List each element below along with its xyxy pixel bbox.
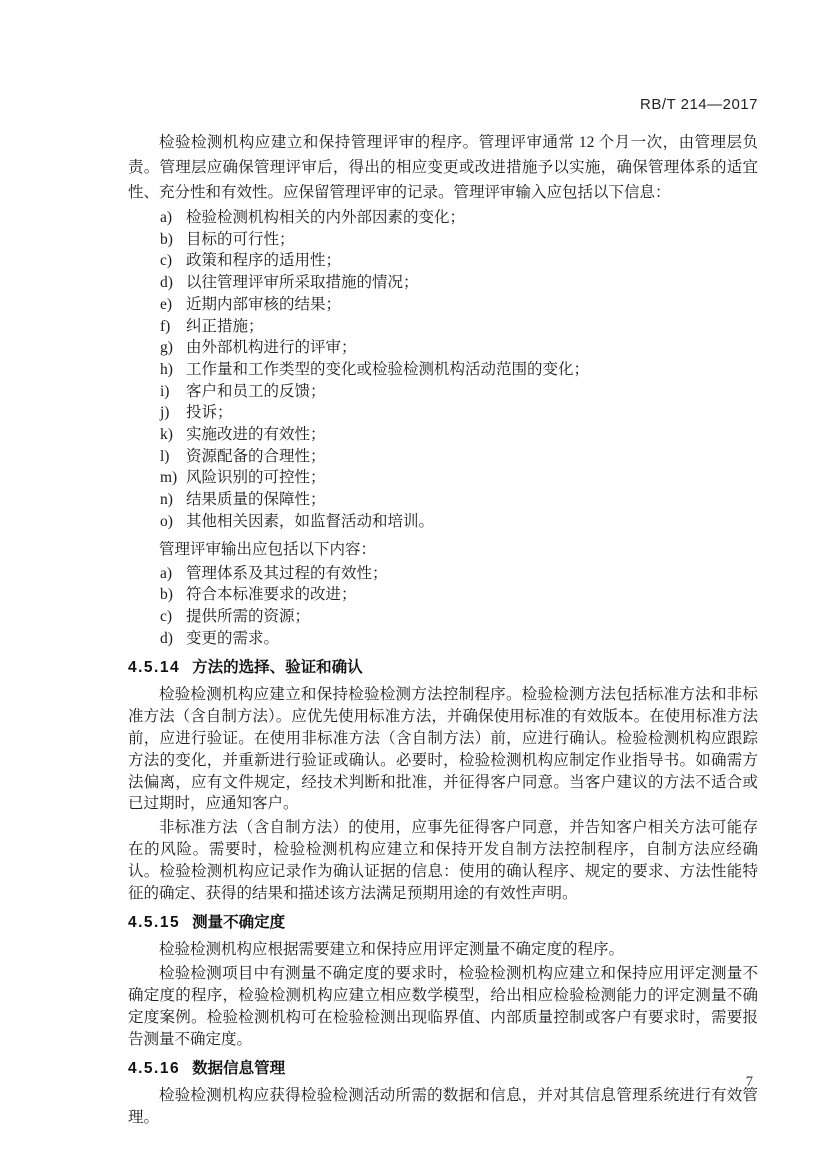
section-number: 4.5.16	[128, 1060, 181, 1078]
list-item-text: 风险识别的可控性；	[186, 469, 326, 487]
list-item-text: 目标的可行性；	[186, 230, 295, 248]
list-item-text: 实施改进的有效性；	[186, 426, 326, 444]
section-body	[128, 684, 758, 904]
review-output-list	[128, 563, 758, 650]
section-title: 方法的选择、验证和确认	[192, 659, 363, 677]
list-item	[160, 207, 758, 229]
list-item-text: 工作量和工作类型的变化或检验检测机构活动范围的变化；	[186, 360, 590, 378]
text-block	[128, 96, 758, 1131]
list-item-label: c)	[160, 252, 173, 270]
list-item	[160, 359, 758, 381]
section-paragraph: 检验检测机构应建立和保持检验检测方法控制程序。检验检测方法包括标准方法和非标准方法（含自制方法）。应优先使用标准方法，并确保使用标准的有效版本。在使用标准方法前，应进行验证。在使用非标准方法（含自制方法）前，应进行确认。检验检测机构应跟踪方法的变化，并重新进行验证或确认。必要时，检验检测机构应制定作业指导书。如确需方法偏离，应有文件规定，经技术判断和批准，并征得客户同意。当客户建议的方法不适合或已过期时，应通知客户。	[128, 686, 758, 813]
list-item-label: d)	[160, 629, 173, 647]
standard-code-header: RB/T 214—2017	[640, 96, 758, 113]
list-item-label: j)	[160, 404, 170, 422]
list-item	[160, 489, 758, 511]
list-item-text: 政策和程序的适用性；	[186, 252, 342, 270]
list-item-label: h)	[160, 360, 173, 378]
list-item	[160, 250, 758, 272]
list-item	[160, 563, 758, 585]
list-item	[160, 294, 758, 316]
list-item	[160, 229, 758, 251]
list-item-label: o)	[160, 512, 173, 530]
list-item	[160, 337, 758, 359]
list-item-text: 管理体系及其过程的有效性；	[186, 564, 388, 582]
list-item	[160, 316, 758, 338]
list-item	[160, 424, 758, 446]
section-4-5-15	[128, 912, 758, 1050]
list-item	[160, 446, 758, 468]
list-item-label: a)	[160, 209, 173, 226]
list-item-label: a)	[160, 564, 173, 582]
section-paragraph: 非标准方法（含自制方法）的使用，应事先征得客户同意，并告知客户相关方法可能存在的风险。需要时，检验检测机构应建立和保持开发自制方法控制程序，自制方法应经确认。检验检测机构应记录作为确认证据的信息：使用的确认程序、规定的要求、方法性能特征的确定、获得的结果和描述该方法满足预期用途的有效性声明。	[128, 819, 758, 902]
list-item	[160, 402, 758, 424]
section-number: 4.5.15	[128, 914, 181, 932]
list-item-label: d)	[160, 274, 173, 292]
list-item-label: b)	[160, 230, 173, 248]
list-item-text: 纠正措施；	[186, 317, 264, 335]
list-item-label: m)	[160, 469, 178, 487]
section-heading	[128, 1058, 758, 1079]
section-number: 4.5.14	[128, 659, 181, 677]
list-item-text: 其他相关因素，如监督活动和培训。	[186, 512, 435, 530]
list-item-label: e)	[160, 295, 173, 313]
list-item-label: l)	[160, 447, 170, 465]
review-input-list	[128, 207, 758, 533]
list-item	[160, 606, 758, 628]
section-paragraph: 检验检测项目中有测量不确定度的要求时，检验检测机构应建立和保持应用评定测量不确定度的程序，检验检测机构应建立相应数学模型，给出相应检验检测能力的评定测量不确定度案例。检验检测机构可在检验检测出现临界值、内部质量控制或客户有要求时，需要报告测量不确定度。	[128, 965, 758, 1048]
list-item-text: 符合本标准要求的改进；	[186, 586, 357, 604]
review-output-lead: 管理评审输出应包括以下内容：	[159, 540, 377, 558]
page-number: 7	[745, 1074, 753, 1090]
list-item	[160, 628, 758, 650]
list-item-label: g)	[160, 339, 173, 357]
list-item-text: 客户和员工的反馈；	[186, 382, 326, 400]
section-paragraph: 检验检测机构应获得检验检测活动所需的数据和信息，并对其信息管理系统进行有效管理。	[128, 1087, 758, 1127]
list-item-text: 投诉；	[186, 404, 233, 422]
section-heading	[128, 912, 758, 933]
list-item-label: n)	[160, 491, 173, 509]
list-item-label: f)	[160, 317, 171, 335]
list-item-text: 结果质量的保障性；	[186, 491, 326, 509]
section-title: 数据信息管理	[192, 1060, 286, 1078]
list-item-text: 近期内部审核的结果；	[186, 295, 342, 313]
section-body	[128, 1085, 758, 1129]
intro-paragraph: 检验检测机构应建立和保持管理评审的程序。管理评审通常 12 个月一次，由管理层负责。管理层应确保管理评审后，得出的相应变更或改进措施予以实施，确保管理体系的适宜性、充分性和有效性。应保留管理评审的记录。管理评审输入应包括以下信息：	[128, 134, 758, 201]
list-item-label: c)	[160, 607, 173, 625]
list-item-label: k)	[160, 426, 173, 444]
list-item	[160, 272, 758, 294]
section-paragraph: 检验检测机构应根据需要建立和保持应用评定测量不确定度的程序。	[159, 941, 625, 959]
section-body	[128, 939, 758, 1050]
list-item-text: 检验检测机构相关的内外部因素的变化；	[186, 209, 466, 226]
section-4-5-14	[128, 657, 758, 904]
list-item-text: 以往管理评审所采取措施的情况；	[186, 274, 419, 292]
list-item-text: 变更的需求。	[186, 629, 280, 647]
list-item-text: 由外部机构进行的评审；	[186, 339, 357, 357]
list-item-label: i)	[160, 382, 170, 400]
list-item	[160, 584, 758, 606]
section-title: 测量不确定度	[192, 914, 286, 932]
list-item	[160, 511, 758, 533]
list-item-label: b)	[160, 586, 173, 604]
list-item	[160, 467, 758, 489]
list-item	[160, 381, 758, 403]
section-heading	[128, 657, 758, 678]
list-item-text: 资源配备的合理性；	[186, 447, 326, 465]
list-item-text: 提供所需的资源；	[186, 607, 311, 625]
section-4-5-16	[128, 1058, 758, 1129]
